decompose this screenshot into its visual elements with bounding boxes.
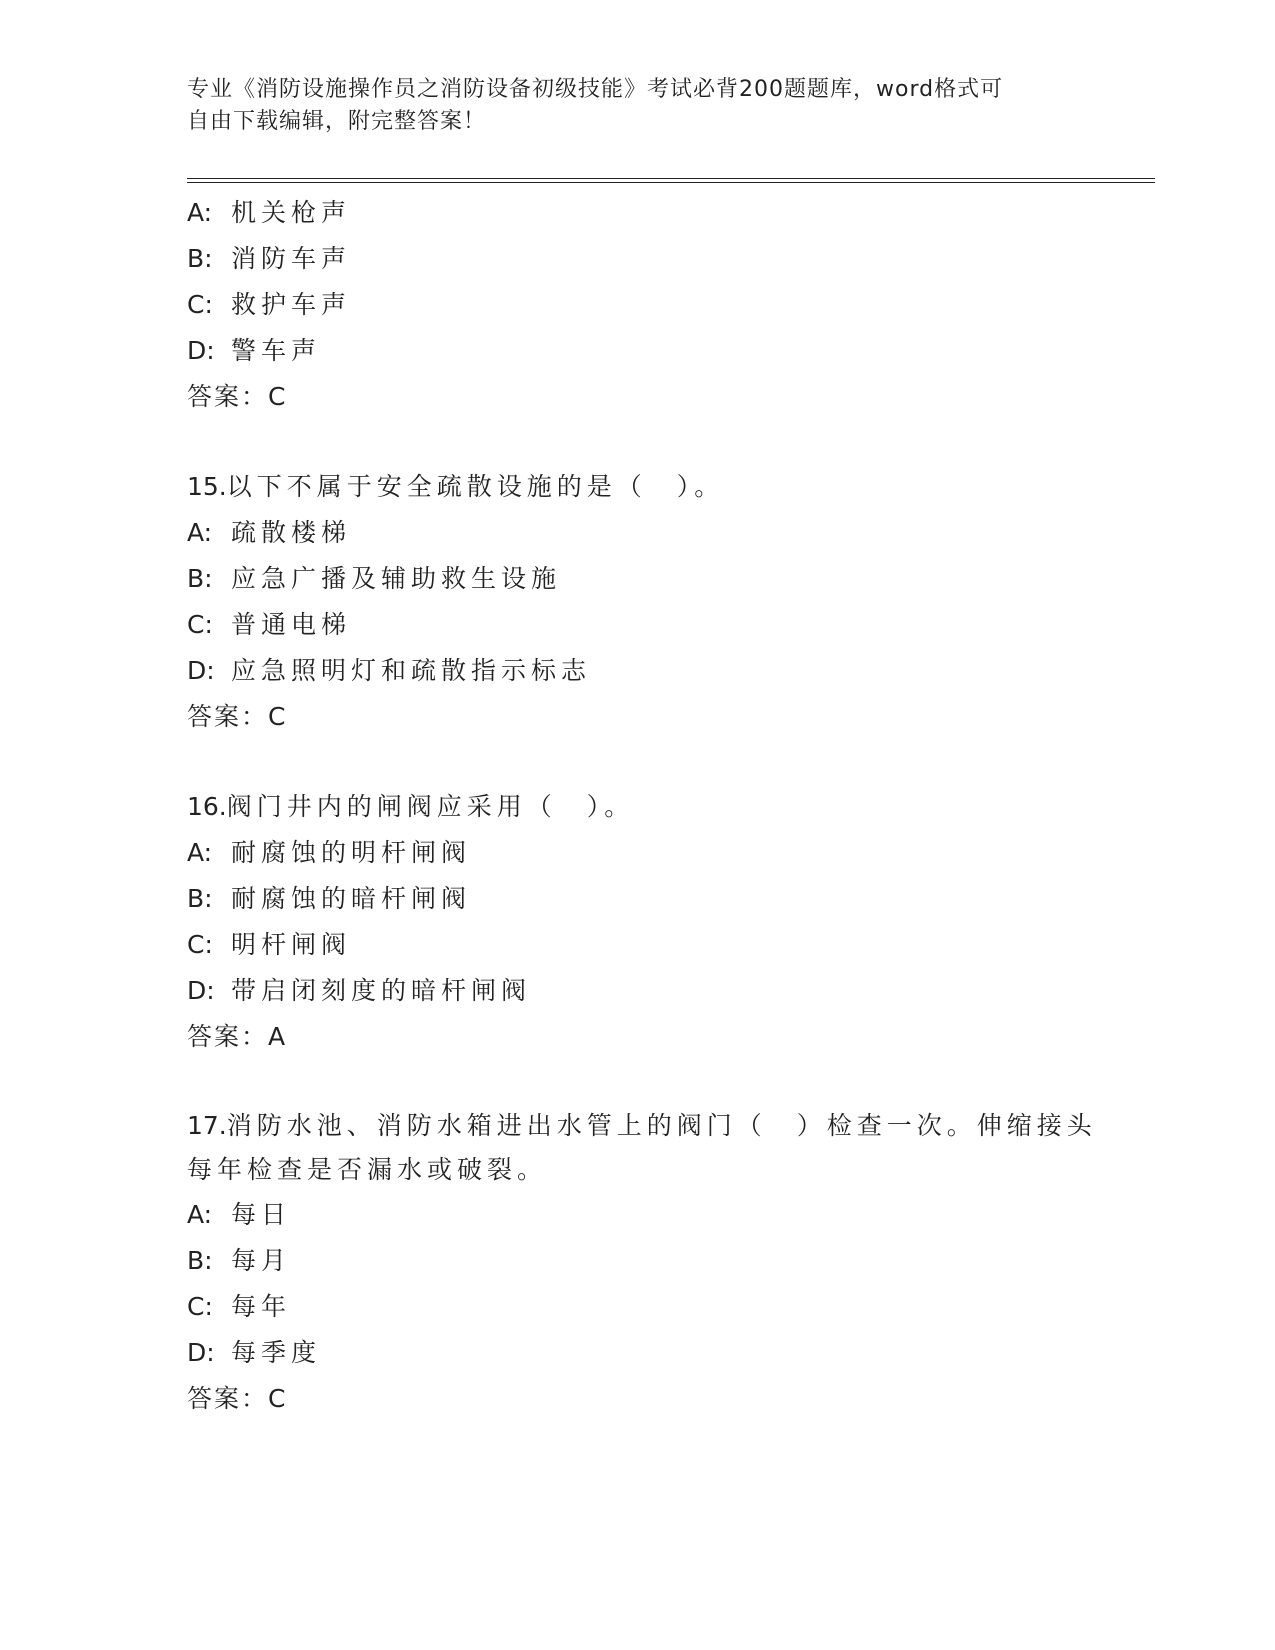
question-stem-continued: 每年检查是否漏水或破裂。 [187,1155,548,1184]
option-d [187,648,1147,694]
option-text: 每月 [231,1246,292,1275]
option-text: 耐腐蚀的暗杆闸阀 [231,884,472,913]
option-text: 消防车声 [231,244,352,273]
option-label: D: [187,336,215,365]
option-label: A: [187,518,213,547]
option-text: 机关枪声 [231,198,352,227]
option-text: 疏散楼梯 [231,518,352,547]
option-label: A: [187,198,213,227]
option-label: C: [187,1292,213,1321]
document-header [187,74,1087,138]
option-label: D: [187,656,215,685]
option-c [187,922,1147,968]
option-d [187,328,1147,374]
answer-line: 答案：C [187,702,288,731]
option-text: 应急照明灯和疏散指示标志 [231,656,592,685]
spacer [187,740,1147,784]
option-text: 耐腐蚀的明杆闸阀 [231,838,472,867]
option-a [187,1192,1147,1238]
option-text: 普通电梯 [231,610,352,639]
question-block-17 [187,1104,1147,1422]
question-stem [187,1104,1147,1148]
option-label: A: [187,1200,213,1229]
spacer [187,1060,1147,1104]
option-c [187,602,1147,648]
option-text: 每日 [231,1200,292,1229]
question-block-15 [187,464,1147,740]
option-c [187,282,1147,328]
question-text: 阀门井内的闸阀应采用（ ）。 [226,792,635,821]
option-label: C: [187,930,213,959]
header-line-2: 自由下载编辑，附完整答案！ [187,109,487,134]
question-stem [187,784,1147,830]
answer-line: 答案：C [187,1384,288,1413]
option-text: 救护车声 [231,290,352,319]
option-label: D: [187,1338,215,1367]
question-text: 消防水池、消防水箱进出水管上的阀门（ ）检查一次。伸缩接头 [226,1111,1097,1140]
answer-line: 答案：A [187,1022,288,1051]
option-text: 每年 [231,1292,292,1321]
answer-line: 答案：C [187,382,288,411]
header-double-rule [187,178,1155,183]
option-a [187,830,1147,876]
option-d [187,1330,1147,1376]
header-line-1: 专业《消防设施操作员之消防设备初级技能》考试必背200题题库，word格式可 [187,77,1004,102]
option-b [187,876,1147,922]
option-label: D: [187,976,215,1005]
question-number: 16. [187,792,227,821]
option-label: C: [187,290,213,319]
question-text: 以下不属于安全疏散设施的是（ ）。 [226,472,725,501]
question-block-16 [187,784,1147,1060]
option-text: 明杆闸阀 [231,930,352,959]
question-block-prev [187,190,1147,420]
option-a [187,510,1147,556]
option-label: C: [187,610,213,639]
option-c [187,1284,1147,1330]
option-b [187,236,1147,282]
option-label: B: [187,244,213,273]
option-text: 警车声 [231,336,322,365]
option-d [187,968,1147,1014]
question-number: 15. [187,472,227,501]
option-a [187,190,1147,236]
option-label: B: [187,884,213,913]
question-list [187,190,1147,1422]
option-label: A: [187,838,213,867]
option-b [187,1238,1147,1284]
option-b [187,556,1147,602]
option-text: 带启闭刻度的暗杆闸阀 [231,976,532,1005]
option-label: B: [187,1246,213,1275]
option-text: 每季度 [231,1338,322,1367]
question-number: 17. [187,1111,227,1140]
spacer [187,420,1147,464]
option-text: 应急广播及辅助救生设施 [231,564,562,593]
option-label: B: [187,564,213,593]
question-stem [187,464,1147,510]
